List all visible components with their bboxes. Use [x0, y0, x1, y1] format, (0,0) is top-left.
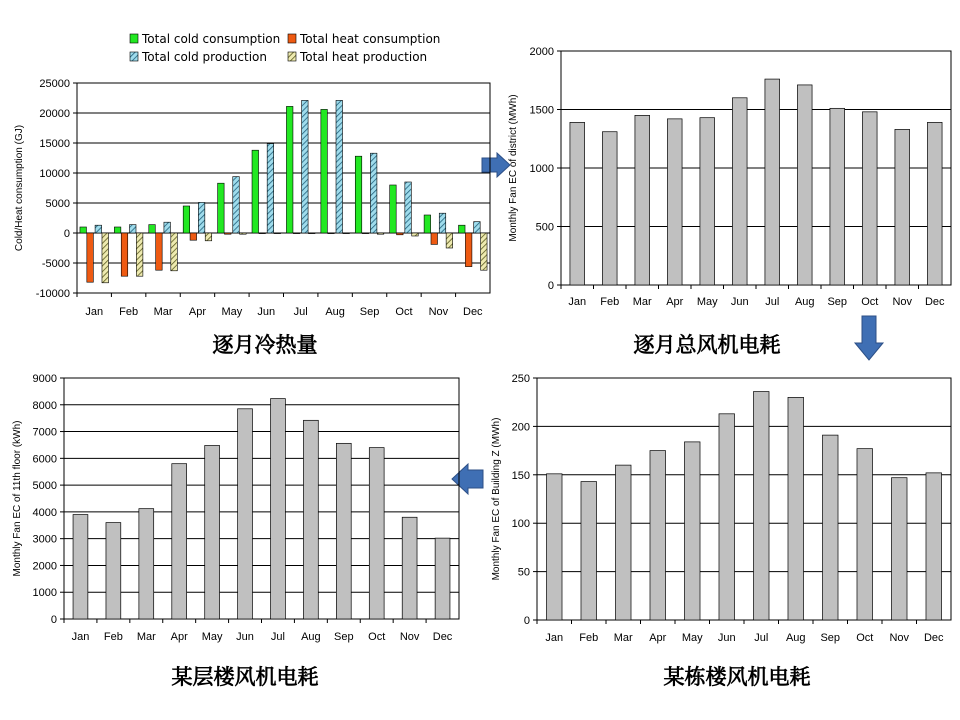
legend-swatch — [130, 52, 138, 61]
x-tick-label: Jul — [754, 632, 769, 644]
bar-total-heat-consumption — [156, 233, 163, 270]
bar-total-cold-production — [439, 213, 446, 233]
bar-total-cold-consumption — [390, 185, 397, 233]
bar — [765, 79, 780, 285]
bar — [732, 98, 747, 285]
bar-total-cold-production — [233, 177, 240, 233]
x-tick-label: Sep — [359, 306, 380, 318]
bar — [700, 118, 715, 285]
bar-total-cold-consumption — [286, 106, 293, 233]
bar — [650, 451, 666, 620]
x-tick-label: Sep — [827, 296, 848, 308]
y-tick-label: 3000 — [32, 533, 57, 546]
bar-total-heat-production — [136, 233, 143, 276]
bar-total-heat-consumption — [465, 233, 472, 267]
bar-total-cold-production — [474, 222, 481, 233]
y-tick-label: 150 — [511, 469, 530, 482]
y-tick-label: 5000 — [45, 198, 70, 210]
bar-total-cold-consumption — [183, 206, 190, 233]
bar — [926, 473, 942, 620]
x-tick-label: Dec — [924, 296, 945, 308]
chart-caption: 某栋楼风机电耗 — [663, 665, 811, 689]
y-tick-label: 2000 — [529, 46, 554, 58]
bar — [271, 399, 286, 619]
legend-swatch — [288, 52, 296, 61]
x-tick-label: Dec — [432, 631, 453, 643]
chart-monthly-fan-floor — [12, 373, 459, 689]
bar-total-heat-consumption — [259, 233, 266, 234]
x-tick-label: Aug — [794, 296, 815, 308]
x-tick-label: Nov — [399, 631, 420, 643]
y-tick-label: 100 — [511, 518, 530, 531]
bar-total-heat-production — [274, 233, 281, 234]
y-tick-label: 15000 — [39, 138, 70, 150]
bar-total-cold-consumption — [321, 109, 328, 233]
bar-total-cold-production — [267, 144, 274, 233]
y-tick-label: 50 — [517, 566, 530, 579]
legend-label: Total cold consumption — [142, 32, 281, 46]
y-tick-label: 8000 — [32, 399, 57, 412]
bar-total-heat-consumption — [293, 233, 300, 234]
y-axis-label: Monthly Fan EC of 11th floor (kWh) — [12, 420, 23, 577]
chart-caption: 逐月总风机电耗 — [633, 333, 781, 357]
y-tick-label: -10000 — [35, 288, 70, 300]
bar — [822, 435, 838, 620]
bar — [615, 465, 631, 620]
bar-total-cold-consumption — [218, 183, 225, 233]
bar — [635, 115, 650, 285]
bar — [73, 515, 88, 619]
bar — [830, 108, 845, 285]
bar-total-heat-production — [205, 233, 212, 241]
bar-total-cold-consumption — [252, 150, 258, 233]
bar-total-heat-production — [412, 233, 419, 236]
bar — [238, 409, 253, 619]
x-tick-label: Jan — [545, 632, 564, 644]
bar — [172, 464, 187, 619]
bar — [205, 445, 220, 619]
x-tick-label: Sep — [820, 632, 841, 644]
legend-swatch — [130, 34, 138, 43]
x-tick-label: Jul — [270, 631, 285, 643]
x-tick-label: May — [681, 632, 703, 644]
bar-total-heat-consumption — [431, 233, 438, 244]
x-tick-label: Jun — [257, 306, 276, 318]
y-tick-label: 6000 — [32, 453, 57, 466]
x-tick-label: Aug — [301, 631, 321, 643]
bar-total-cold-production — [336, 100, 343, 233]
x-tick-label: Jan — [568, 296, 587, 308]
bar — [667, 119, 682, 285]
y-tick-label: 1000 — [529, 163, 554, 175]
bar-total-heat-consumption — [87, 233, 94, 282]
bar-total-cold-production — [370, 153, 377, 233]
y-tick-label: 1000 — [32, 587, 57, 600]
y-tick-label: 500 — [535, 221, 554, 234]
bar-total-cold-consumption — [355, 156, 362, 233]
y-tick-label: 0 — [547, 280, 554, 292]
y-tick-label: 10000 — [39, 168, 70, 180]
y-tick-label: 1500 — [529, 104, 554, 117]
bar — [927, 122, 942, 285]
bar — [336, 443, 351, 619]
x-tick-label: Feb — [119, 306, 139, 318]
bar-total-cold-production — [198, 202, 205, 233]
bar — [546, 474, 562, 620]
bar-total-cold-consumption — [114, 227, 121, 233]
bar — [602, 132, 617, 285]
x-tick-label: Mar — [136, 631, 156, 643]
bar-total-cold-production — [405, 182, 412, 233]
bar-total-heat-consumption — [328, 233, 335, 234]
bar-total-heat-consumption — [190, 233, 197, 240]
y-tick-label: 0 — [50, 614, 57, 626]
x-tick-label: Oct — [395, 306, 413, 318]
bar — [369, 448, 384, 619]
x-tick-label: Feb — [600, 296, 620, 308]
x-tick-label: Jun — [730, 296, 749, 308]
legend — [130, 32, 440, 64]
legend-label: Total cold production — [142, 50, 267, 64]
bar-total-cold-consumption — [149, 225, 156, 233]
y-tick-label: 25000 — [39, 78, 70, 90]
bar-total-cold-consumption — [459, 225, 466, 233]
y-axis-label: Monthly Fan EC of Building Z (MWh) — [491, 417, 502, 581]
legend-label: Total heat production — [300, 50, 428, 64]
y-axis-label: Cold/Heat consumption (GJ) — [14, 124, 25, 252]
y-tick-label: 250 — [511, 373, 530, 385]
plot-area — [64, 378, 459, 619]
bar-total-heat-production — [171, 233, 178, 271]
bar-total-heat-production — [240, 233, 247, 234]
x-tick-label: Feb — [579, 632, 599, 644]
bar-total-heat-consumption — [362, 233, 369, 234]
bar — [581, 482, 597, 620]
bar-total-heat-production — [343, 233, 350, 234]
bar — [891, 478, 907, 620]
x-tick-label: May — [221, 306, 243, 318]
y-tick-label: 7000 — [32, 426, 57, 439]
x-tick-label: Oct — [861, 296, 879, 308]
x-tick-label: Jan — [85, 306, 104, 318]
bar-total-cold-production — [95, 225, 102, 233]
bar-total-heat-production — [377, 233, 384, 234]
y-tick-label: -5000 — [41, 258, 70, 270]
x-tick-label: Jan — [71, 631, 90, 643]
bar — [570, 122, 585, 285]
chart-monthly-fan-district — [508, 46, 951, 357]
chart-caption: 某层楼风机电耗 — [171, 665, 319, 689]
bar — [862, 112, 877, 285]
x-tick-label: Feb — [103, 631, 123, 643]
x-tick-label: Aug — [325, 306, 345, 318]
x-tick-label: Mar — [632, 296, 652, 308]
x-tick-label: Nov — [889, 632, 910, 644]
bar — [303, 420, 318, 619]
x-tick-label: Oct — [856, 632, 874, 644]
x-tick-label: Mar — [153, 306, 173, 318]
bar — [753, 392, 769, 620]
y-tick-label: 5000 — [32, 480, 57, 493]
bar — [788, 397, 804, 620]
x-tick-label: Jun — [236, 631, 254, 643]
bar-total-heat-production — [481, 233, 488, 270]
bar-total-cold-consumption — [80, 227, 87, 233]
x-tick-label: Sep — [334, 631, 354, 643]
y-tick-label: 4000 — [32, 506, 57, 519]
bar — [139, 509, 154, 619]
y-axis-label: Monthly Fan EC of district (MWh) — [508, 94, 519, 242]
bar — [719, 414, 735, 620]
x-tick-label: Apr — [188, 306, 207, 318]
bar-total-heat-consumption — [121, 233, 128, 276]
bar — [857, 449, 873, 620]
arrow-left-icon — [452, 464, 483, 494]
bar — [895, 129, 910, 285]
y-tick-label: 9000 — [32, 373, 57, 385]
x-tick-label: Jul — [765, 296, 780, 308]
bar — [797, 85, 812, 285]
x-tick-label: May — [201, 631, 223, 643]
bar-total-cold-production — [164, 222, 171, 233]
x-tick-label: Dec — [463, 306, 483, 318]
x-tick-label: May — [696, 296, 718, 308]
bar-total-cold-consumption — [424, 215, 431, 233]
arrow-down-icon — [855, 316, 883, 360]
y-tick-label: 20000 — [39, 108, 70, 120]
x-tick-label: Apr — [666, 296, 684, 308]
bar-total-heat-production — [308, 233, 315, 234]
x-tick-label: Apr — [170, 631, 188, 643]
legend-label: Total heat consumption — [300, 32, 441, 46]
bar — [684, 442, 700, 620]
chart-caption: 逐月冷热量 — [212, 333, 318, 357]
x-tick-label: Oct — [368, 631, 386, 643]
x-tick-label: Jun — [717, 632, 736, 644]
legend-swatch — [288, 34, 296, 43]
bar-total-heat-consumption — [397, 233, 404, 235]
bar-total-cold-production — [130, 225, 137, 233]
bar-total-heat-production — [446, 233, 453, 248]
chart-monthly-cold-heat — [14, 32, 490, 357]
x-tick-label: Nov — [892, 296, 913, 308]
bar-total-cold-production — [302, 100, 309, 233]
y-tick-label: 2000 — [32, 560, 57, 573]
x-tick-label: Apr — [649, 632, 667, 644]
y-tick-label: 0 — [63, 228, 70, 240]
bar-total-heat-production — [102, 233, 109, 283]
x-tick-label: Mar — [613, 632, 633, 644]
y-tick-label: 200 — [511, 421, 530, 434]
x-tick-label: Nov — [428, 306, 449, 318]
bar-total-heat-consumption — [224, 233, 231, 234]
x-tick-label: Aug — [785, 632, 806, 644]
plot-area — [537, 378, 951, 620]
x-tick-label: Jul — [293, 306, 308, 318]
bar — [402, 517, 417, 619]
y-tick-label: 0 — [523, 615, 530, 627]
chart-monthly-fan-building — [491, 373, 951, 689]
bar — [106, 523, 121, 619]
x-tick-label: Dec — [923, 632, 944, 644]
bar — [435, 538, 450, 619]
